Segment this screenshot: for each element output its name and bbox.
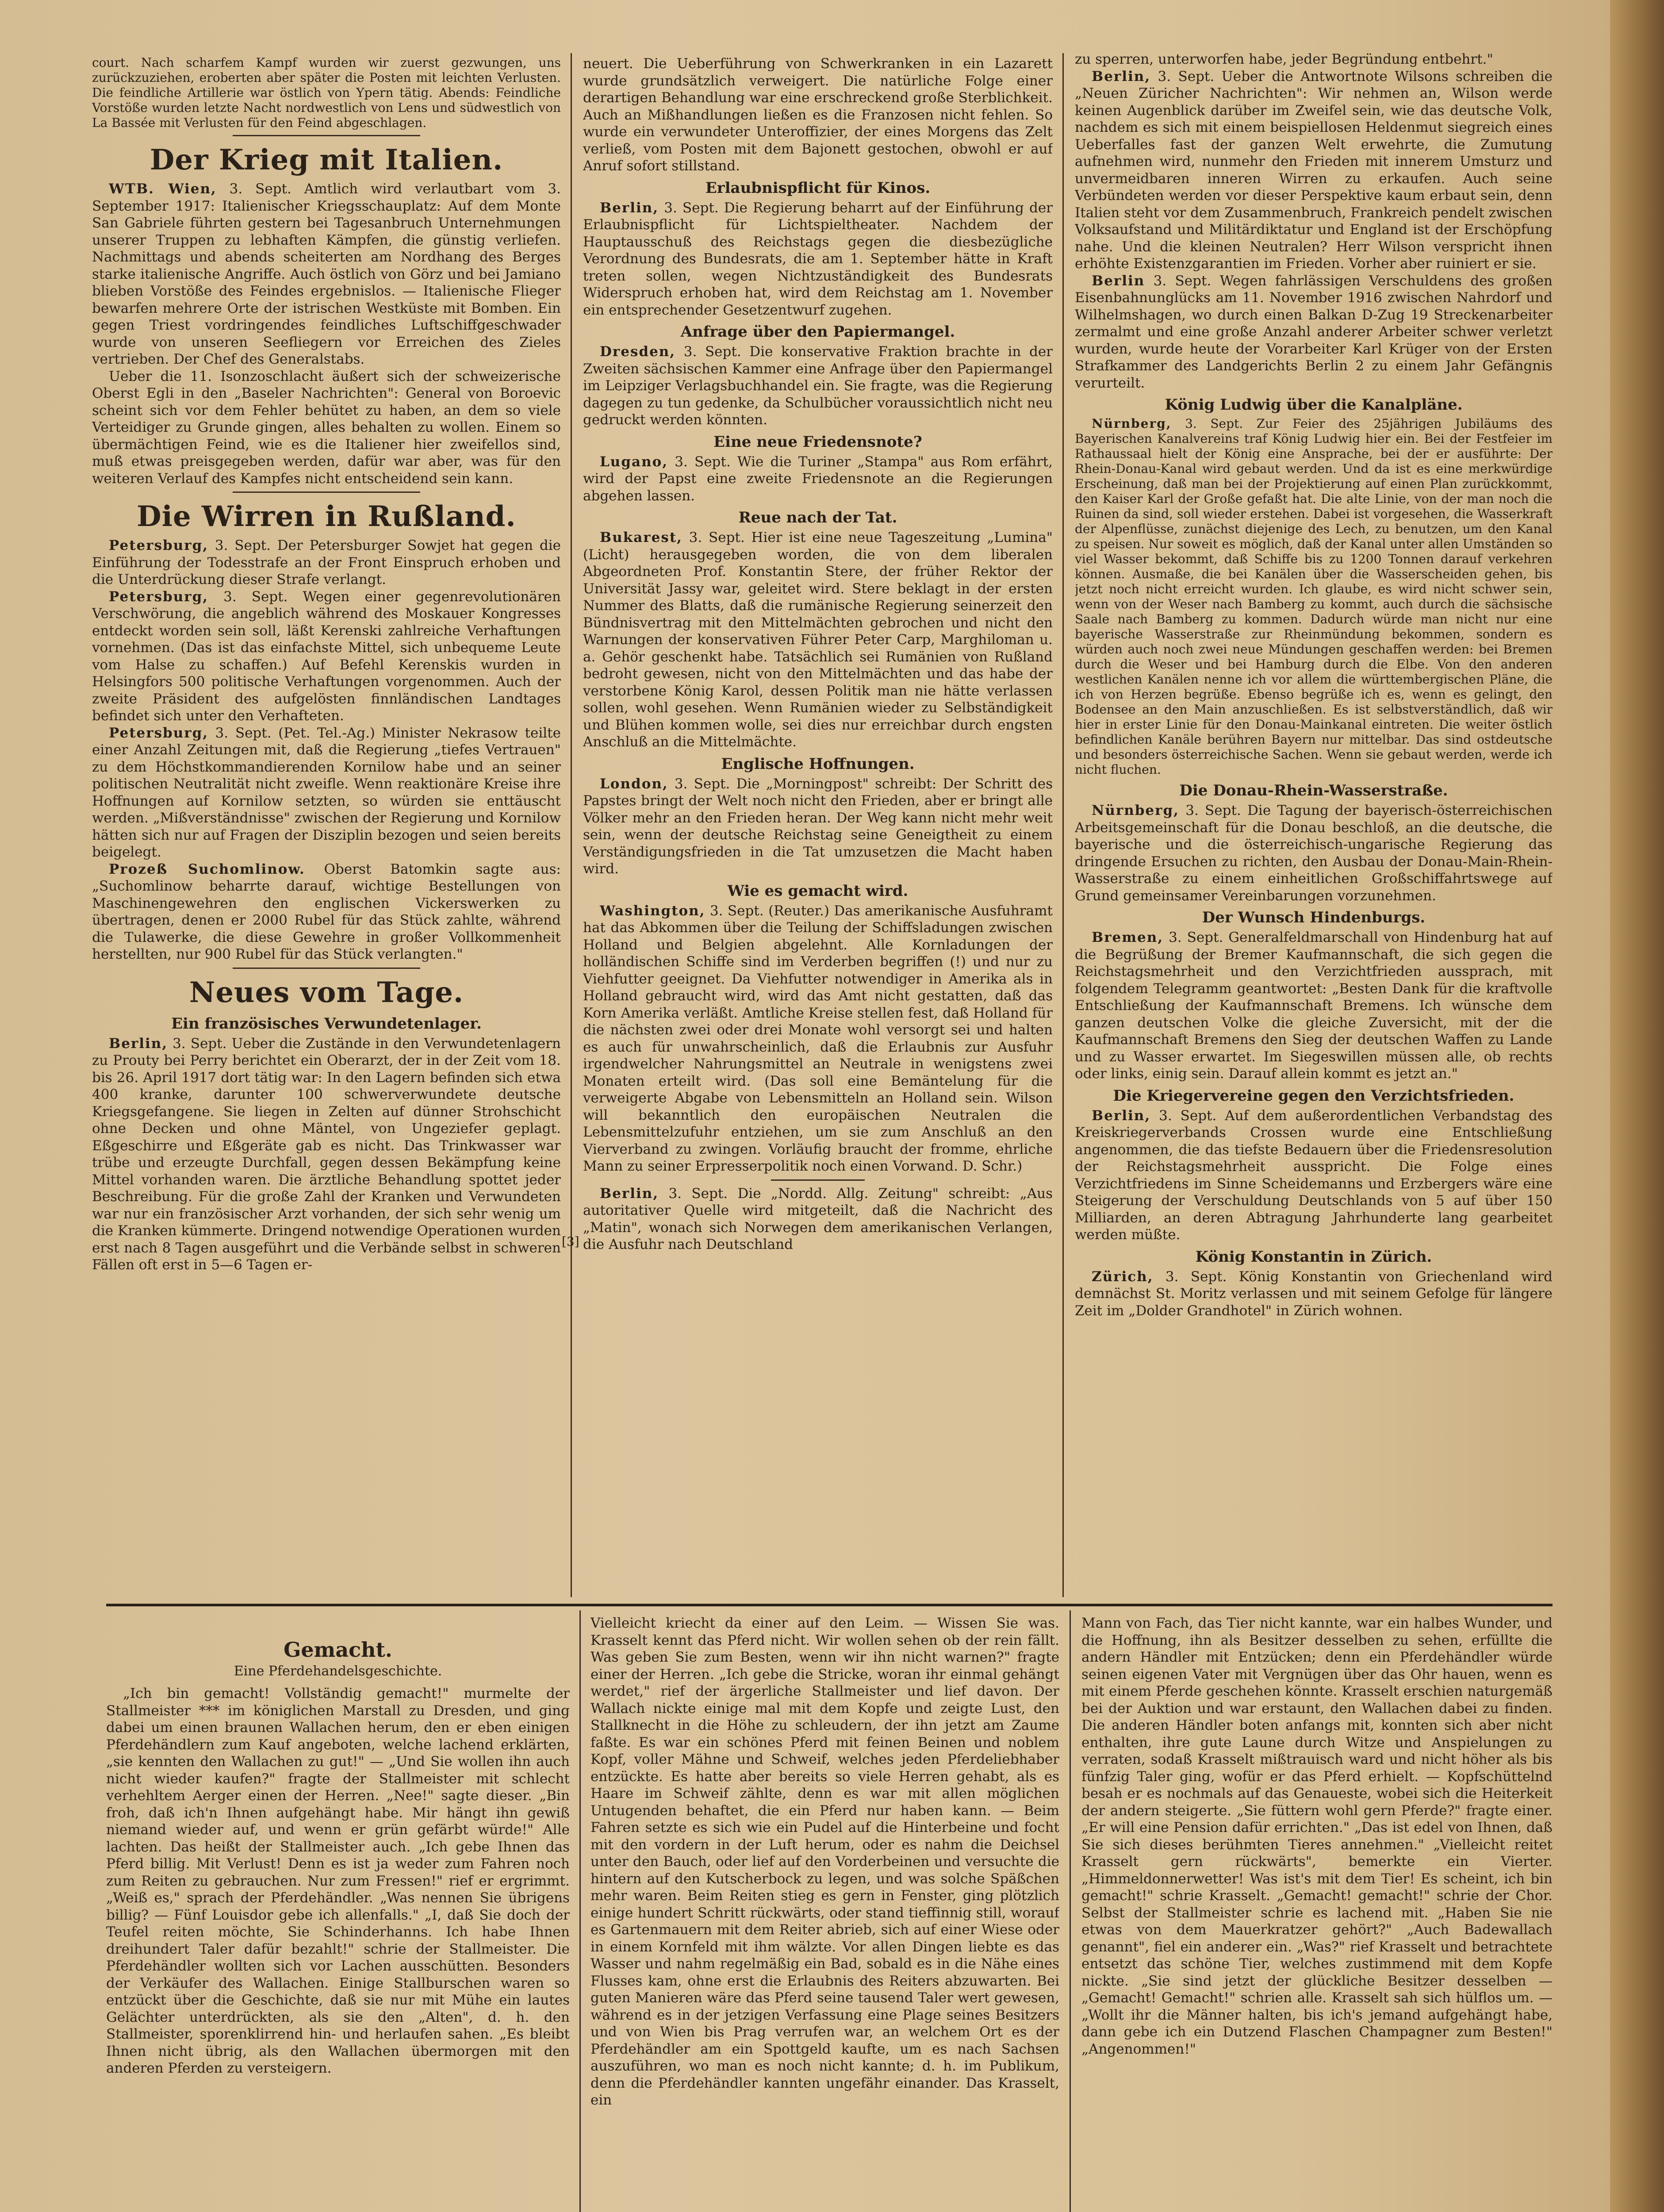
subheading: Ein französisches Verwundetenlager. [171,1014,482,1033]
dateline: Berlin, [1092,1107,1151,1124]
dateline: Zürich, [1092,1268,1154,1285]
column-rule [1070,1610,1071,2212]
subheading: Der Wunsch Hindenburgs. [1202,909,1426,926]
dateline: Prozeß Suchomlinow. [109,861,305,877]
article-text: 3. Sept. Der Petersburger Sowjet hat gegen die Einführung der Todesstrafe an der Front Einspruch erhoben und die Unterdrückung dieser Strafe verlangt. [92,538,561,588]
dateline: Berlin, [600,200,659,216]
article-text: 3. Sept. Ueber die Antwortnote Wilsons schreiben die „Neuen Züricher Nachrichten": Wir nehmen an, Wilson werde keinen Augenblick darüber im Zweifel sein, wie das deutsche Volk, nachdem es sich mit einem beispiellosen Heldenmut siegreich eines Ueberfalles fast der ganzen Welt erwehrte, die Zumutung aufnehmen wird, nunmehr den Frieden mit innerem Umsturz und unvermeidbaren inneren Wirren zu erkaufen. Auch seine Verbündeten werden vor dieser Perspektive kaum erbaut sein, denn Italien steht vor dem Zusammenbruch, Frankreich pendelt zwischen Volksaufstand und Militärdiktatur und England ist der Erschöpfung nahe. Und die kleinen Neutralen? Herr Wilson verspricht ihnen erhöhte Existenzgarantien im Frieden. Vorher aber ruiniert er sie. [1075,68,1553,272]
feuilleton-rule [106,1604,1553,1606]
dateline: Bremen, [1092,929,1164,945]
subheading: König Konstantin in Zürich. [1195,1248,1432,1266]
divider [233,135,420,136]
binding-spine [1610,0,1664,2212]
article-text: 3. Sept. Die Tagung der bayerisch-österreichischen Arbeitsgemeinschaft für die Donau beschloß, an die deutsche, die bayerische und die österreichisch-ungarische Regierung das dringende Ersuchen zu richten, den Ausbau der Donau-Main-Rhein-Wasserstraße zu einem einheitlichen Großschiffahrtswege auf Grund gemeinsamer Vereinbarungen vorzunehmen. [1075,803,1553,904]
dateline: Dresden, [600,344,676,360]
dateline: Berlin [1092,273,1145,289]
dateline: WTB. Wien, [109,181,217,197]
heading-italy: Der Krieg mit Italien. [150,143,503,177]
article-text: 3. Sept. Die „Nordd. Allg. Zeitung" schreibt: „Aus autoritativer Quelle wird mitgeteilt, daß die Nachricht des „Matin", wonach sich Norwegen dem amerikanischen Verlangen, die Ausfuhr nach Deutschland [583,1185,1053,1252]
feuilleton-text: „Ich bin gemacht! Vollständig gemacht!" murmelte der Stallmeister *** im königlichen Marstall zu Dresden, und ging dabei um einen braunen Wallachen herum, den er eben einigen Pferdehändlern zum Kauf angeboten, welche lachend erklärten, „sie kennten den Wallachen zu gut!" — „Und Sie wollen ihn auch nicht wieder kaufen?" fragte der Stallmeister mit schlecht verhehltem Aerger einen der Herren. „Nee!" sagte dieser. „Bin froh, daß ich'n Ihnen aufgehängt habe. Mir hängt ihn gewiß niemand wieder auf, und wenn er grün gefärbt würde!" Alle lachten. Das heißt der Stallmeister auch. „Ich gebe Ihnen das Pferd billig. Mit Verlust! Denn es ist ja weder zum Fahren noch zum Reiten zu gebrauchen. Nur zum Fressen!" rief er ergrimmt. „Weiß es," sprach der Pferdehändler. „Was nennen Sie übrigens billig? — Fünf Louisdor gebe ich allenfalls." „I, daß Sie doch der Teufel reiten möchte, Sie Schinderhanns. Ich habe Ihnen dreihundert Taler dafür bezahlt!" schrie der Stallmeister. Die Pferdehändler wollten sich vor Lachen ausschütten. Besonders der Verkäufer des Wallachen. Einige Stallburschen waren so entzückt über die Geschichte, daß sie nur mit Mühe ein lautes Gelächter unterdrückten, als sie den „Alten", d. h. den Stallmeister, sporenklirrend hin- und herlaufen sahen. „Es bleibt Ihnen nicht übrig, als den Wallachen übermorgen mit den anderen Pferden zu versteigern. [106,1686,570,2076]
dateline: Lugano, [600,453,668,470]
dateline: Nürnberg, [1092,803,1179,818]
article-text: 3. Sept. (Reuter.) Das amerikanische Ausfuhramt hat das Abkommen über die Teilung der Schiffsladungen zwischen Holland und Belgien abgelehnt. Alle Kornladungen der holländischen Schiffe sind im Verderben begriffen (!) und nur zu Viehfutter geeignet. Da Viehfutter notwendiger in Amerika als in Holland gebraucht wird, wird das Amt nicht gestatten, daß das Korn Amerika verläßt. Amtliche Kreise stellen fest, daß Holland für die nächsten zwei oder drei Monate wohl versorgt sei und halten es auch für unwahrscheinlich, daß die Erlaubnis zur Ausfuhr irgendwelcher Nahrungsmittel an Neutrale in wenigstens zwei Monaten erteilt wird. (Das soll eine Bemäntelung für die verweigerte Abgabe von Lebensmitteln an Holland sein. Wilson will bekanntlich den europäischen Neutralen die Lebensmittelzufuhr entziehen, um sie zum Anschluß an den Vierverband zu zwingen. Vorläufig braucht der fromme, ehrliche Mann zu seiner Erpresserpolitik noch einen Vorwand. D. Schr.) [583,902,1053,1174]
feuilleton-text: Mann von Fach, das Tier nicht kannte, war ein halbes Wunder, und die Hoffnung, ihn als Besitzer desselben zu sehen, erfüllte die andern Händler mit Entzücken; denn ein Pferdehändler würde seinen eigenen Vater mit Vergnügen über das Ohr hauen, wenn es mit einem Pferde geschehen könnte. Krasselt erschien naturgemäß bei der Auktion und war erstaunt, den Wallachen dabei zu finden. Die anderen Händler boten anfangs mit, konnten sich aber nicht enthalten, ihre gute Laune durch Witze und Anspielungen zu verraten, sodaß Krasselt mißtrauisch ward und nicht höher als bis fünfzig Taler ging, wofür er das Pferd erhielt. — Kopfschüttelnd besah er es nochmals auf das Genaueste, wobei sich die Heiterkeit der andern steigerte. „Sie füttern wohl gern Pferde?" fragte einer. „Er will eine Pension dafür errichten." „Das ist edel von Ihnen, daß Sie sich dieses berühmten Tieres annehmen." „Vielleicht reitet Krasselt gern rückwärts", bemerkte ein Vierter. „Himmeldonnerwetter! Was ist's mit dem Tier! Es scheint, ich bin gemacht!" schrie Krasselt. „Gemacht! gemacht!" schrie der Chor. Selbst der Stallmeister schrie es lachend mit. „Haben Sie nie etwas von dem Mauerkratzer gehört?" „Auch Badewallach genannt", fiel ein anderer ein. „Was?" rief Krasselt und betrachtete entsetzt das schöne Tier, welches zustimmend mit dem Kopfe nickte. „Sie sind jetzt der glückliche Besitzer desselben — „Gemacht! Gemacht!" schrien alle. Krasselt sah sich hülflos um. — „Wollt ihr die Männer halten, bis ich's jemand aufgehängt habe, dann gebe ich ein Dutzend Flaschen Champagner zum Besten!" „Angenommen!" [1081,1615,1553,2057]
column-2 [583,55,1053,1595]
subheading: Anfrage über den Papiermangel. [680,323,955,341]
feuilleton-column-1 [106,1615,570,2212]
dateline: Petersburg, [109,538,209,553]
article-text: neuert. Die Ueberführung von Schwerkranken in ein Lazarett wurde grundsätzlich verweigert. Die natürliche Folge einer derartigen Behandlung war eine erschreckend große Sterblichkeit. Auch an Mißhandlungen ließen es die Franzosen nicht fehlen. So wurde ein verwundeter Unteroffizier, der eines Morgens das Zelt verließ, vom Posten mit dem Bajonett gestochen, obwohl er auf Anruf sofort stillstand. [583,56,1053,174]
column-rule [579,1610,581,2212]
heading-news: Neues vom Tage. [189,975,464,1009]
article-text: 3. Sept. Amtlich wird verlautbart vom 3. September 1917: Italienischer Kriegsschauplatz: Auf dem Monte San Gabriele führten gestern bei Tagesanbruch Unternehmungen unserer Truppen zu lebhaften Kämpfen, die günstig verliefen. Nachmittags und abends scheiterten am Nordhang des Berges starke italienische Angriffe. Auch östlich von Görz und bei Jamiano blieben Vorstöße des Feindes ergebnislos. — Italienische Flieger bewarfen mehrere Orte der istrischen Westküste mit Bomben. Ein gegen Triest vordringendes feindliches Luftschiffgeschwader wurde von unseren Seefliegern vor Erreichen des Zieles vertrieben. Der Chef des Generalstabs. [92,181,561,367]
dateline: Berlin, [600,1185,659,1202]
article-text: zu sperren, unterworfen habe, jeder Begründung entbehrt." [1075,51,1493,67]
article-text: 3. Sept. Auf dem außerordentlichen Verbandstag des Kreiskriegerverbands Crossen wurde eine Entschließung angenommen, die das tiefste Bedauern über die Friedensresolution der Reichstagsmehrheit ausspricht. Die Folge eines Verzichtfriedens im Sinne Scheidemanns und Erzbergers wäre eine Steigerung der Verschuldung Deutschlands von 5 auf über 150 Milliarden, an deren Abtragung Jahrhunderte lang gearbeitet werden müßte. [1075,1107,1553,1243]
article-text: Oberst Batomkin sagte aus: „Suchomlinow beharrte darauf, wichtige Bestellungen von Maschinengewehren den englischen Vickerswerken zu übertragen, denen er 2000 Rubel für das Stück zahlte, während die Tulawerke, die diese Gewehre in großer Vollkommenheit herstellten, nur 900 Rubel für das Stück verlangten." [92,861,561,962]
divider [233,492,420,493]
article-text: 3. Sept. Die „Morningpost" schreibt: Der Schritt des Papstes bringt der Welt noch nicht den Frieden, aber er bringt alle Völker mehr an den Frieden heran. Der Weg kann nicht mehr weit sein, wenn der deutsche Reichstag seine Geneigtheit zu einem Verständigungsfrieden in die Tat umzusetzen die Macht haben wird. [583,776,1053,877]
feuilleton-subtitle: Eine Pferdehandelsgeschichte. [234,1663,442,1679]
article-text: 3. Sept. König Konstantin von Griechenland wird demnächst St. Moritz verlassen und mit seinem Gefolge für längere Zeit im „Dolder Grandhotel" in Zürich wohnen. [1075,1268,1553,1319]
article-text: 3. Sept. Wegen einer gegenrevolutionären Verschwörung, die angeblich während des Moskauer Kongresses entdeckt worden sein soll, läßt Kerenski zahlreiche Verhaftungen vornehmen. (Das ist das einfachste Mittel, sich unbequeme Leute vom Halse zu schaffen.) Auf Befehl Kerenskis wurden in Helsingfors 500 politische Verhaftungen vorgenommen. Auch der zweite Präsident des aufgelösten finnländischen Landtages befindet sich unter den Verhafteten. [92,588,561,724]
dateline: Bukarest, [600,530,682,545]
subheading: Englische Hoffnungen. [721,755,915,773]
dateline: Petersburg, [109,725,209,741]
article-text: 3. Sept. (Pet. Tel.-Ag.) Minister Nekrasow teilte einer Anzahl Zeitungen mit, daß die Regierung „tiefes Vertrauen" zu dem Höchstkommandierenden Kornilow habe und an seiner politischen Neutralität nicht zweifle. Wenn reaktionäre Kreise ihre Hoffnungen auf Kornilow setzten, so würden sie enttäuscht werden. „Mißverständnisse" zwischen der Regierung und Kornilow hätten sich nur auf Fragen der Disziplin bezogen und seien bereits beigelegt. [92,725,561,860]
dateline: Petersburg, [109,588,209,605]
column-rule [571,53,572,1597]
divider [771,1179,865,1181]
article-text: 3. Sept. Ueber die Zustände in den Verwundetenlagern zu Prouty bei Perry berichtet ein Oberarzt, der in der Zeit vom 18. bis 26. April 1917 dort tätig war: In den Lagern befinden sich etwa 400 kranke, darunter 100 schwerverwundete deutsche Kriegsgefangene. Sie liegen in Zelten auf dünner Strohschicht ohne Decken und ohne Mäntel, von Ungeziefer geplagt. Eßgeschirre und Eßgeräte gab es nicht. Das Trinkwasser war trübe und erzeugte Durchfall, gegen dessen Bekämpfung keine Mittel vorhanden waren. Die ärztliche Behandlung spottet jeder Beschreibung. Für die große Zahl der Kranken und Verwundeten war nur ein französischer Arzt vorhanden, der sich sehr wenig um die Kranken kümmerte. Dringend notwendige Operationen wurden erst nach 8 Tagen ausgeführt und die Verbände selbst in schweren Fällen oft erst in 5—6 Tagen er- [92,1035,561,1273]
article-text: 3. Sept. Wie die Turiner „Stampa" aus Rom erfährt, wird der Papst eine zweite Friedensnote an die Regierungen abgehen lassen. [583,453,1053,504]
subheading: Eine neue Friedensnote? [713,433,922,451]
subheading: Reue nach der Tat. [738,509,897,526]
feuilleton-text: Vielleicht kriecht da einer auf den Leim. — Wissen Sie was. Krasselt kennt das Pferd nicht. Wir wollen sehen ob der rein fällt. Was geben Sie zum Besten, wenn wir ihn nicht warnen?" fragte einer der Herren. „Ich gebe die Stricke, woran ihr einmal gehängt werdet," rief der ärgerliche Stallmeister und lief davon. Der Wallach nickte einige mal mit dem Kopfe und zeigte Lust, den Stallknecht in die Höhe zu schleudern, der ihn jetzt am Zaume faßte. Es war ein schönes Pferd mit feinen Beinen und noblem Kopf, voller Mähne und Schweif, welches jeden Pferdeliebhaber entzückte. Es hatte aber bereits so viele Herren gehabt, als es Haare im Schweif zählte, denn es war mit allen möglichen Untugenden behaftet, die ein Pferd nur haben kann. — Beim Fahren setzte es sich wie ein Pudel auf die Hinterbeine und focht mit den vordern in der Luft herum, oder es nahm die Deichsel unter den Bauch, oder lief auf den Vorderbeinen und versuchte die hintern auf den Kutscherbock zu legen, und was solche Späßchen mehr waren. Beim Reiten stieg es gern in Fenster, ging plötzlich einige hundert Schritt rückwärts, oder stand tieffinnig still, worauf es Gartenmauern mit dem Reiter abrieb, sich auf einer Wiese oder in einem Kornfeld mit ihm wälzte. Vor allen Dingen liebte es das Wasser und nahm regelmäßig ein Bad, sobald es in die Nähe eines Flusses kam, ohne erst die Erlaubnis des Reiters abzuwarten. Bei guten Manieren wäre das Pferd seine tausend Taler wert gewesen, während es in der jetzigen Verfassung eine Plage seines Besitzers und von Wien bis Prag verrufen war, an welchem Ort es der Pferdehändler am ein Spottgeld kaufte, um es nach Sachsen auszuführen, wo man es noch nicht kannte; d. h. im Publikum, denn die Pferdehändler kannten ungefähr einander. Das Krasselt, ein [590,1615,1059,2108]
subheading: Wie es gemacht wird. [727,882,909,900]
article-text: 3. Sept. Wegen fahrlässigen Verschuldens des großen Eisenbahnunglücks am 11. November 1916 zwischen Nahrdorf und Wilhelmshagen, wo durch einen Balkan D-Zug 19 Streckenarbeiter zermalmt und eine große Anzahl anderer Arbeiter schwer verletzt wurden, wurde heute der Vorarbeiter Karl Krüger von der Ersten Strafkammer des Landgerichts Berlin 2 zu einem Jahr Gefängnis verurteilt. [1075,273,1553,391]
dateline: London, [600,776,668,792]
article-text: Ueber die 11. Isonzoschlacht äußert sich der schweizerische Oberst Egli in den „Baseler Nachrichten": General von Boroevic scheint sich vor dem Fehler behütet zu haben, an dem so viele Verteidiger zu Grunde gingen, alles behalten zu wollen. Einem so übermächtigen Feind, wie es die Italiener hier zweifellos sind, muß etwas preisgegeben werden, dafür war aber, was für den weiteren Verlauf des Kampfes nicht entscheidend sein kann. [92,368,561,487]
heading-russia: Die Wirren in Rußland. [137,500,516,533]
divider [233,968,420,969]
subheading: Die Donau-Rhein-Wasserstraße. [1179,782,1448,799]
feuilleton-column-2 [590,1615,1059,2212]
dateline: Washington, [600,902,705,919]
dateline: Berlin, [109,1035,168,1052]
feuilleton-title: Gemacht. [284,1638,392,1662]
column-3 [1075,51,1553,1595]
front-report-snippet: court. Nach scharfem Kampf wurden wir zuerst gezwungen, uns zurückzuziehen, eroberten aber später die Posten mit leichten Verlusten. Die feindliche Artillerie war östlich von Ypern tätig. Abends: Feindliche Vorstöße wurden letzte Nacht nordwestlich von Lens und südwestlich von La Bassée mit Verlusten für den Feind abgeschlagen. [92,55,561,130]
dateline: Berlin, [1092,68,1151,84]
article-text: 3. Sept. Zur Feier des 25jährigen Jubiläums des Bayerischen Kanalvereins traf König Ludwig hier ein. Bei der Festfeier im Rathaussaal hielt der König eine Ansprache, bei der er ausführte: Der Rhein-Donau-Kanal wird gebaut werden. Und da ist es eine merkwürdige Erscheinung, daß man bei der Projektierung auf einen Plan zurückkommt, den Kaiser Karl der Große gefaßt hat. Die alte Linie, von der man noch die Ruinen da sind, soll wieder erstehen. Dabei ist vorgesehen, die Wasserkraft der Alpenflüsse, zunächst diejenige des Lech, zu benutzen, um den Kanal zu speisen. Nur soweit es möglich, daß der Kanal unter allen Umständen so viel Wasser bekommt, daß Schiffe bis zu 1200 Tonnen darauf verkehren können. Ausmaße, die bei Kanälen über die Wasserscheiden gehen, bis jetzt noch nicht erreicht wurden. Ich glaube, es wird nicht schwer sein, wenn von der Weser nach Bamberg zu kommt, auch durch die sächsische Saale nach Bamberg zu kommen. Dadurch würde man nicht nur eine bayerische Wasserstraße zur Rheinmündung bekommen, sondern es würden auch noch zwei neue Mündungen geschaffen werden: bei Bremen durch die Weser und bei Hamburg durch die Elbe. Von den anderen westlichen Kanälen nenne ich vor allem die württembergischen Pläne, die ich von Herzen begrüße. Ebenso begrüße ich es, wenn es gelingt, den Bodensee an den Main anzuschließen. Es ist selbstverständlich, daß wir hier in erster Linie für den Donau-Mainkanal eintreten. Die weiter östlich befindlichen Kanäle berühren Bayern nur mittelbar. Das sind ostdeutsche und besonders österreichische Sachen. Wenn sie gebaut werden, werde ich nicht fluchen. [1075,416,1553,777]
article-text: 3. Sept. Generalfeldmarschall von Hindenburg hat auf die Begrüßung der Bremer Kaufmannschaft, die sich gegen die Reichstagsmehrheit und den Verzichtfrieden aussprach, mit folgendem Telegramm geantwortet: „Besten Dank für die kraftvolle Entschließung der Kaufmannschaft Bremens. Ich wünsche dem ganzen deutschen Volke die gleiche Zuversicht, mit der die Kaufmannschaft Bremens den Sieg der deutschen Waffen zu Lande und zu Wasser erwartet. Im Siegeswillen müssen alle, ob rechts oder links, einig sein. Darauf allein kommt es jetzt an." [1075,929,1553,1082]
subheading: König Ludwig über die Kanalpläne. [1165,396,1463,414]
dateline: Nürnberg, [1092,416,1172,431]
subheading: Erlaubnispflicht für Kinos. [705,179,931,197]
subheading: Die Kriegervereine gegen den Verzichtsfrieden. [1113,1087,1514,1105]
page-number: [3] [562,1234,579,1249]
column-rule [1062,53,1064,1597]
feuilleton-column-3 [1081,1615,1553,2212]
article-text: 3. Sept. Die konservative Fraktion brachte in der Zweiten sächsischen Kammer eine Anfrage über den Papiermangel im Leipziger Verlagsbuchhandel ein. Sie fragte, was die Regierung dagegen zu tun gedenke, da Schulbücher voraussichtlich nicht neu gedruckt werden könnten. [583,344,1053,428]
column-1 [92,55,561,1595]
article-text: 3. Sept. Hier ist eine neue Tageszeitung „Lumina" (Licht) herausgegeben worden, die von dem liberalen Abgeordneten Prof. Konstantin Stere, der früher Rektor der Universität Jassy war, geleitet wird. Stere beklagt in der ersten Nummer des Blatts, daß die rumänische Regierung seinerzeit den Bündnisvertrag mit den Mittelmächten gebrochen und nicht den Warnungen der konservativen Führer Peter Carp, Marghiloman u. a. Gehör geschenkt habe. Tatsächlich sei Rumänien von Rußland bedroht gewesen, nicht von den Mittelmächten und das habe der verstorbene König Karol, dessen Politik man nie hätte verlassen sollen, wohl gesehen. Wenn Rumänien wieder zu Selbständigkeit und Blühen kommen wolle, sei dies nur erreichbar durch engsten Anschluß an die Mittelmächte. [583,530,1053,750]
article-text: 3. Sept. Die Regierung beharrt auf der Einführung der Erlaubnispflicht für Lichtspieltheater. Nachdem der Hauptausschuß des Reichstags gegen die diesbezügliche Verordnung des Bundesrats, die am 1. September hätte in Kraft treten sollen, wegen Nichtzuständigkeit des Bundesrats Widerspruch erhoben hat, wird dem Reichstag am 1. November ein entsprechender Gesetzentwurf zugehen. [583,200,1053,318]
